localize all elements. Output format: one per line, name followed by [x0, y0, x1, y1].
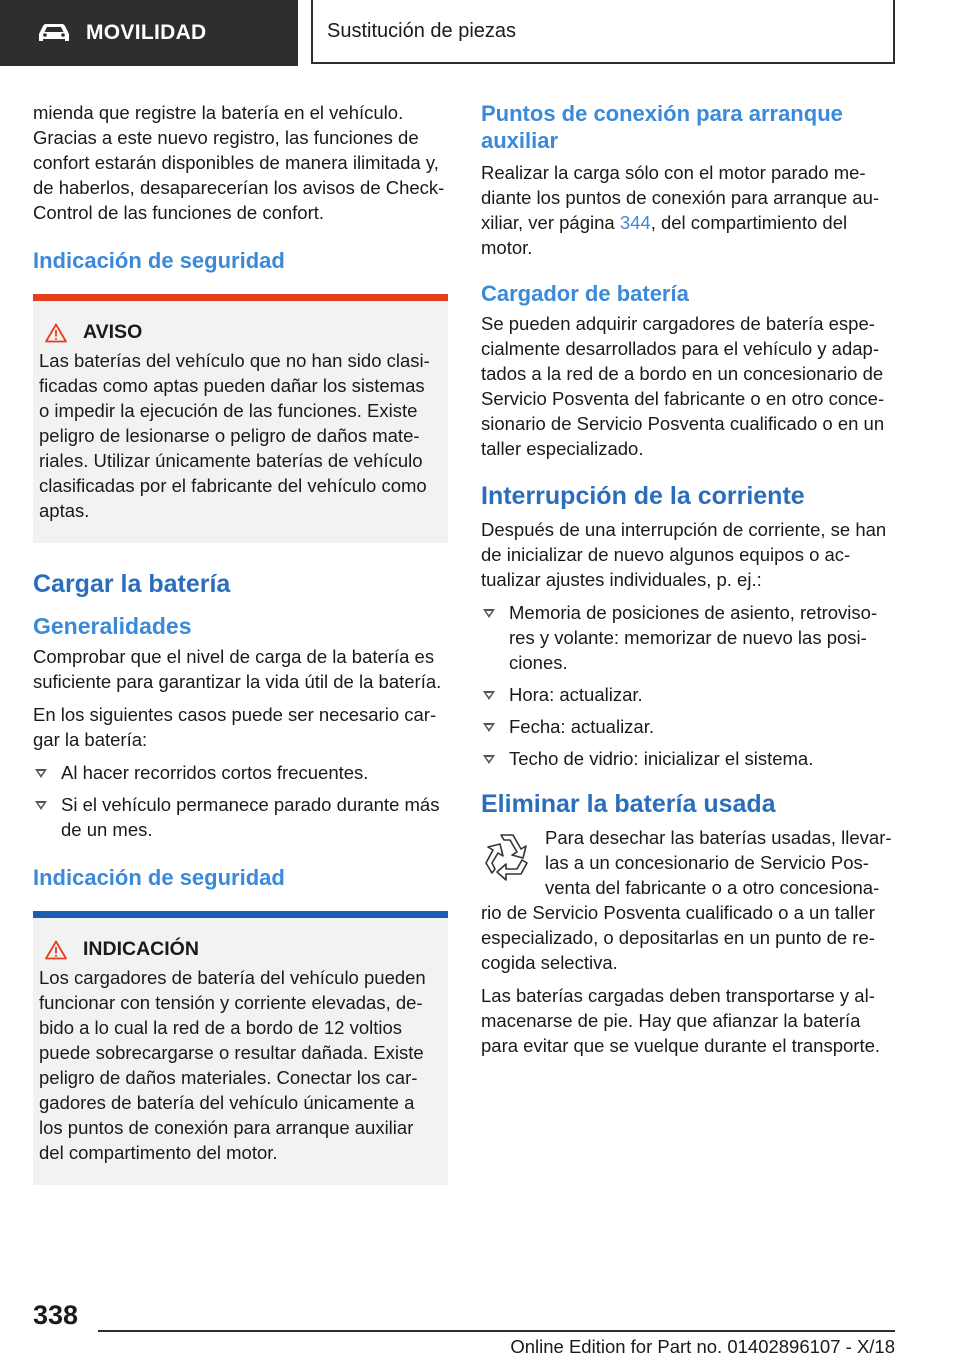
- list-item: Hora: actualizar.: [481, 682, 895, 707]
- triangle-bullet-icon: [35, 801, 47, 810]
- edition-footer: Online Edition for Part no. 01402896107 - X/18: [510, 1336, 895, 1357]
- triangle-bullet-icon: [483, 609, 495, 618]
- footer-divider: [98, 1330, 895, 1332]
- general-paragraph-1: Comprobar que el nivel de carga de la batería es suficiente para garantizar la vida útil de la batería.: [33, 646, 442, 692]
- intro-paragraph: mienda que registre la batería en el vehículo. Gracias a este nuevo registro, las funciones de confort estarán disponibles de manera ilimitada y, de haberlos, desaparecerían los avisos de Check-Control de las funciones de confort.: [33, 102, 445, 223]
- interruption-paragraph: Después de una interrupción de corriente, se han de inicializar de nuevo algunos equipos o ac‐tualizar ajustes individuales, p. ej.:: [481, 519, 887, 590]
- note-header: [39, 938, 438, 961]
- right-column: [481, 100, 895, 1066]
- page-reference-link[interactable]: 344: [619, 212, 651, 233]
- dispose-paragraph: Para desechar las baterías usadas, llevar‐las a un concesionario de Servicio Pos‐venta del fabricante o a otro concesiona‐rio de Servicio Posventa cualificado o a un taller especializado, o depositarlas en un punto de re‐cogida selectiva.: [481, 827, 892, 973]
- triangle-bullet-icon: [483, 723, 495, 732]
- section-title: MOVILIDAD: [86, 21, 207, 44]
- triangle-bullet-icon: [483, 691, 495, 700]
- charger-paragraph: Se pueden adquirir cargadores de batería espe‐cialmente desarrollados para el vehículo y adap‐tados a la red de a bordo en un concesionario de Servicio Posventa del fabricante o en otro conce‐sionario de Servicio Posventa cualificado o en un taller especializado.: [481, 313, 885, 459]
- jump-start-paragraph: Realizar la carga sólo con el motor parado me‐diante los puntos de conexión para arranque au‐xiliar, ver página 344, del compartimiento del motor.: [481, 162, 880, 258]
- warning-triangle-icon: [45, 940, 67, 960]
- list-item: Fecha: actualizar.: [481, 714, 895, 739]
- triangle-bullet-icon: [35, 769, 47, 778]
- left-column: [33, 100, 448, 1185]
- page-header: [0, 0, 960, 66]
- page-number: 338: [33, 1300, 79, 1330]
- warning-text: Las baterías del vehículo que no han sido clasi‐ficadas como aptas pueden dañar los sistemas o impedir la ejecución de las funciones. Existe peligro de lesionarse o peligro de daños mate‐riales. Utilizar únicamente baterías de vehículo clasificadas por el fabricante del vehículo como aptas.: [39, 350, 430, 521]
- list-item: Si el vehículo permanece parado durante más de un mes.: [33, 792, 448, 842]
- list-item: Memoria de posiciones de asiento, retroviso‐res y volante: memorizar de nuevo las posi‐ciones.: [481, 600, 895, 675]
- interruption-list: [481, 600, 895, 771]
- general-heading: Generalidades: [33, 613, 192, 639]
- section-tab: [0, 0, 298, 66]
- note-text: Los cargadores de batería del vehículo pueden funcionar con tensión y corriente elevadas, de‐bido a lo cual la red de a bordo de 12 voltios puede sobrecargarse o resultar dañada. Existe peligro de daños materiales. Conectar los car‐gadores de batería del vehículo únicamente a los puntos de conexión para arranque auxiliar del compartimento del motor.: [39, 967, 426, 1163]
- charge-battery-heading: Cargar la batería: [33, 570, 231, 598]
- chapter-tab: [311, 0, 895, 64]
- warning-box: [33, 294, 448, 543]
- recycle-icon: [479, 829, 535, 885]
- car-icon: [36, 22, 72, 44]
- warning-triangle-icon: [45, 323, 67, 343]
- list-item: Al hacer recorridos cortos frecuentes.: [33, 760, 448, 785]
- charger-heading: Cargador de batería: [481, 281, 689, 306]
- transport-paragraph: Las baterías cargadas deben transportarse y al‐macenarse de pie. Hay que afianzar la batería para evitar que se vuelque durante el transporte.: [481, 985, 881, 1056]
- general-paragraph-2: En los siguientes casos puede ser necesario car‐gar la batería:: [33, 704, 437, 750]
- safety-heading-1: Indicación de seguridad: [33, 248, 285, 273]
- jump-start-heading: Puntos de conexión para arranque auxiliar: [481, 101, 843, 153]
- list-item: Techo de vidrio: inicializar el sistema.: [481, 746, 895, 771]
- dispose-battery-heading: Eliminar la batería usada: [481, 790, 776, 818]
- safety-heading-2: Indicación de seguridad: [33, 865, 285, 890]
- triangle-bullet-icon: [483, 755, 495, 764]
- warning-header: [39, 321, 438, 344]
- note-label: INDICACIÓN: [83, 938, 199, 960]
- chapter-title: Sustitución de piezas: [327, 19, 517, 42]
- warning-label: AVISO: [83, 321, 143, 343]
- dispose-block: [481, 825, 895, 975]
- general-list: [33, 760, 448, 842]
- note-box: [33, 911, 448, 1185]
- power-interruption-heading: Interrupción de la corriente: [481, 482, 805, 510]
